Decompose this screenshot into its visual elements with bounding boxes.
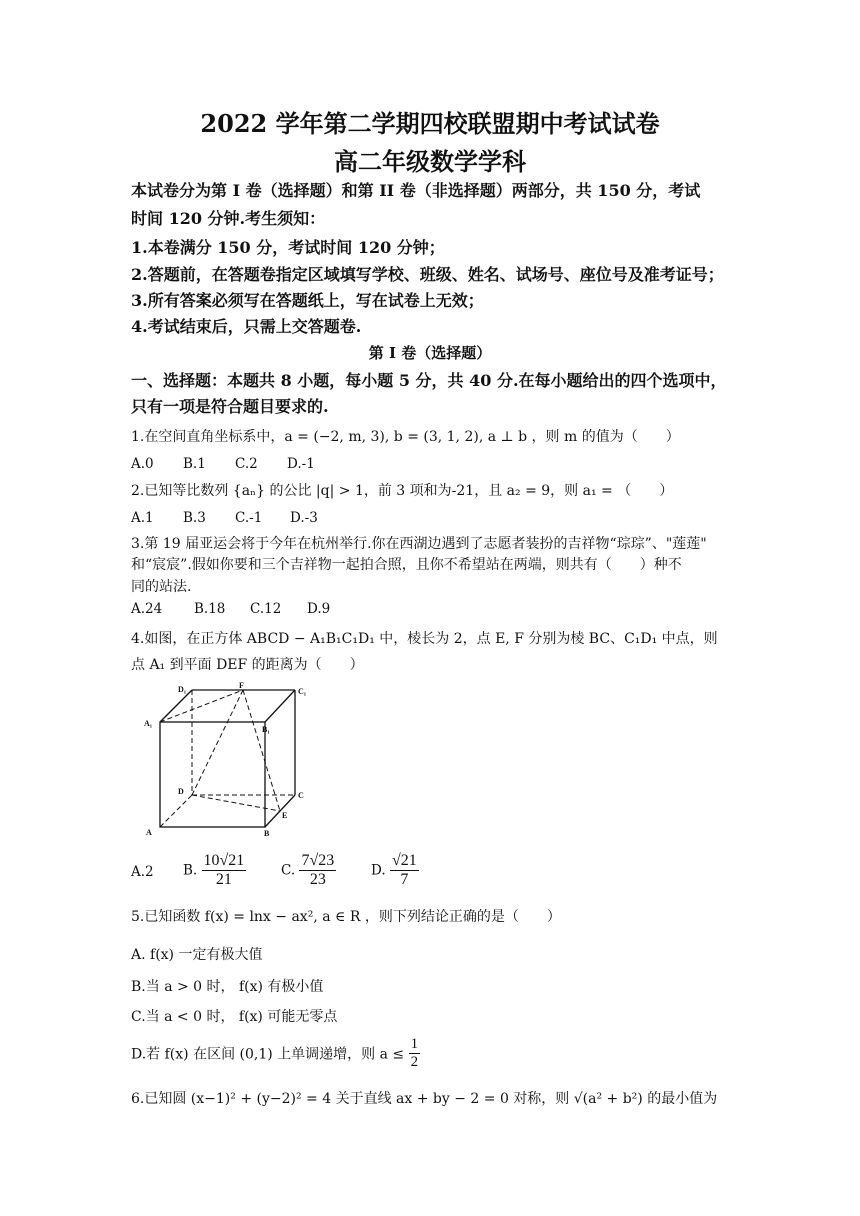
q2-option-d: D.-3 [290,510,318,526]
q5-option-d-fraction [409,1036,421,1071]
q4-option-a: A.2 [131,864,154,880]
q1-option-c: C.2 [235,456,258,472]
q2-option-b: B.3 [183,510,206,526]
label-d: D [178,787,184,796]
q4-option-c-prefix: C. [281,862,296,879]
section-header: 第 I 卷（选择题） [368,344,492,362]
cube-front-face [160,722,265,827]
section-intro-2: 只有一项是符合题目要求的. [131,397,329,416]
q4-option-b-fraction [202,852,247,889]
label-b1: B₁ [262,725,270,734]
q4-option-d-fraction [390,852,419,889]
segment-f-d [192,690,243,795]
instruction-item-3: 3.所有答案必须写在答题纸上，写在试卷上无效； [131,291,484,310]
q5-option-d-numerator: 1 [410,1036,419,1052]
q5-option-c: C.当 a < 0 时， f(x) 可能无零点 [131,1009,338,1025]
question-1-stem: 1.在空间直角坐标系中，a = (−2, m, 3), b = (3, 1, 2), a ⊥ b ，则 m 的值为（ ） [131,429,680,445]
instruction-item-2: 2.答题前，在答题卷指定区域填写学校、班级、姓名、试场号、座位号及准考证号； [131,265,724,284]
label-f: F [239,681,244,690]
edge-a1-d1 [160,690,192,722]
label-c: C [298,791,304,800]
label-a: A [146,828,152,837]
exam-subtitle: 高二年级数学学科 [334,147,526,176]
edge-a-d [160,795,192,827]
q4-option-d-prefix: D. [371,862,386,879]
exam-title: 2022 学年第二学期四校联盟期中考试试卷 [200,109,660,138]
segment-a1-f [160,690,243,722]
q5-option-b: B.当 a > 0 时， f(x) 有极小值 [131,979,324,995]
q4-option-b-prefix: B. [183,862,198,879]
label-a1: A₁ [144,719,153,728]
q4-option-c-fraction [299,852,336,889]
question-3-line-3: 同的站法. [131,579,192,595]
label-d1: D₁ [178,685,187,694]
q4-option-d-denominator: 7 [400,871,409,888]
instruction-item-1: 1.本卷满分 150 分，考试时间 120 分钟； [131,238,445,257]
segment-f-e [243,690,280,811]
q5-option-d-text: D.若 f(x) 在区间 (0,1) 上单调递增，则 a ≤ [131,1046,405,1063]
q2-option-a: A.1 [131,510,154,526]
label-c1: C₁ [298,687,307,696]
question-5-stem: 5.已知函数 f(x) = lnx − ax², a ∈ R ，则下列结论正确的是（ ） [131,909,561,925]
question-3-line-2: 和“宸宸”.假如你要和三个吉祥物一起拍合照，且你不希望站在两端，则共有（ ）种不 [131,557,682,573]
q4-option-d-numerator: √21 [391,852,417,869]
question-2-stem: 2.已知等比数列 {aₙ} 的公比 |q| > 1，前 3 项和为-21，且 a₂ = 9，则 a₁ = （ ） [131,483,674,499]
q5-option-d-denominator: 2 [410,1054,419,1070]
q1-option-a: A.0 [131,456,154,472]
question-6-stem: 6.已知圆 (x−1)² + (y−2)² = 4 关于直线 ax + by − 2 = 0 对称，则 √(a² + b²) 的最小值为 [131,1091,718,1107]
edge-b1-c1 [265,690,295,722]
q4-option-c-numerator: 7√23 [301,852,335,869]
q3-option-a: A.24 [131,601,163,617]
cube-figure [140,680,320,840]
q5-option-d [131,1036,420,1071]
question-4-line-1: 4.如图，在正方体 ABCD − A₁B₁C₁D₁ 中，棱长为 2，点 E, F 分别为棱 BC、C₁D₁ 中点，则 [131,631,718,647]
segment-d-e [192,795,280,811]
instruction-item-4: 4.考试结束后，只需上交答题卷. [131,317,362,336]
q4-option-b-numerator: 10√21 [203,852,245,869]
q1-option-d: D.-1 [287,456,315,472]
question-4-line-2: 点 A₁ 到平面 DEF 的距离为（ ） [131,657,364,673]
question-3-line-1: 3.第 19 届亚运会将于今年在杭州举行.你在西湖边遇到了志愿者装扮的吉祥物“琮琮”、"莲莲" [131,536,707,552]
q4-option-c [281,852,336,889]
q1-option-b: B.1 [183,456,206,472]
q3-option-d: D.9 [307,601,331,617]
q3-option-b: B.18 [194,601,226,617]
section-intro-1: 一、选择题：本题共 8 小题，每小题 5 分，共 40 分.在每小题给出的四个选项中， [131,371,727,390]
label-b: B [264,829,270,838]
q4-option-b-denominator: 21 [215,871,232,888]
instructions-intro-2: 时间 120 分钟.考生须知： [131,209,326,228]
instructions-intro-1: 本试卷分为第 I 卷（选择题）和第 II 卷（非选择题）两部分，共 150 分，考试 [131,181,701,200]
q5-option-a: A. f(x) 一定有极大值 [131,947,263,963]
q4-option-b [183,852,246,889]
q2-option-c: C.-1 [235,510,263,526]
label-e: E [282,811,288,820]
q4-option-d [371,852,419,889]
q3-option-c: C.12 [250,601,282,617]
q4-option-c-denominator: 23 [309,871,326,888]
